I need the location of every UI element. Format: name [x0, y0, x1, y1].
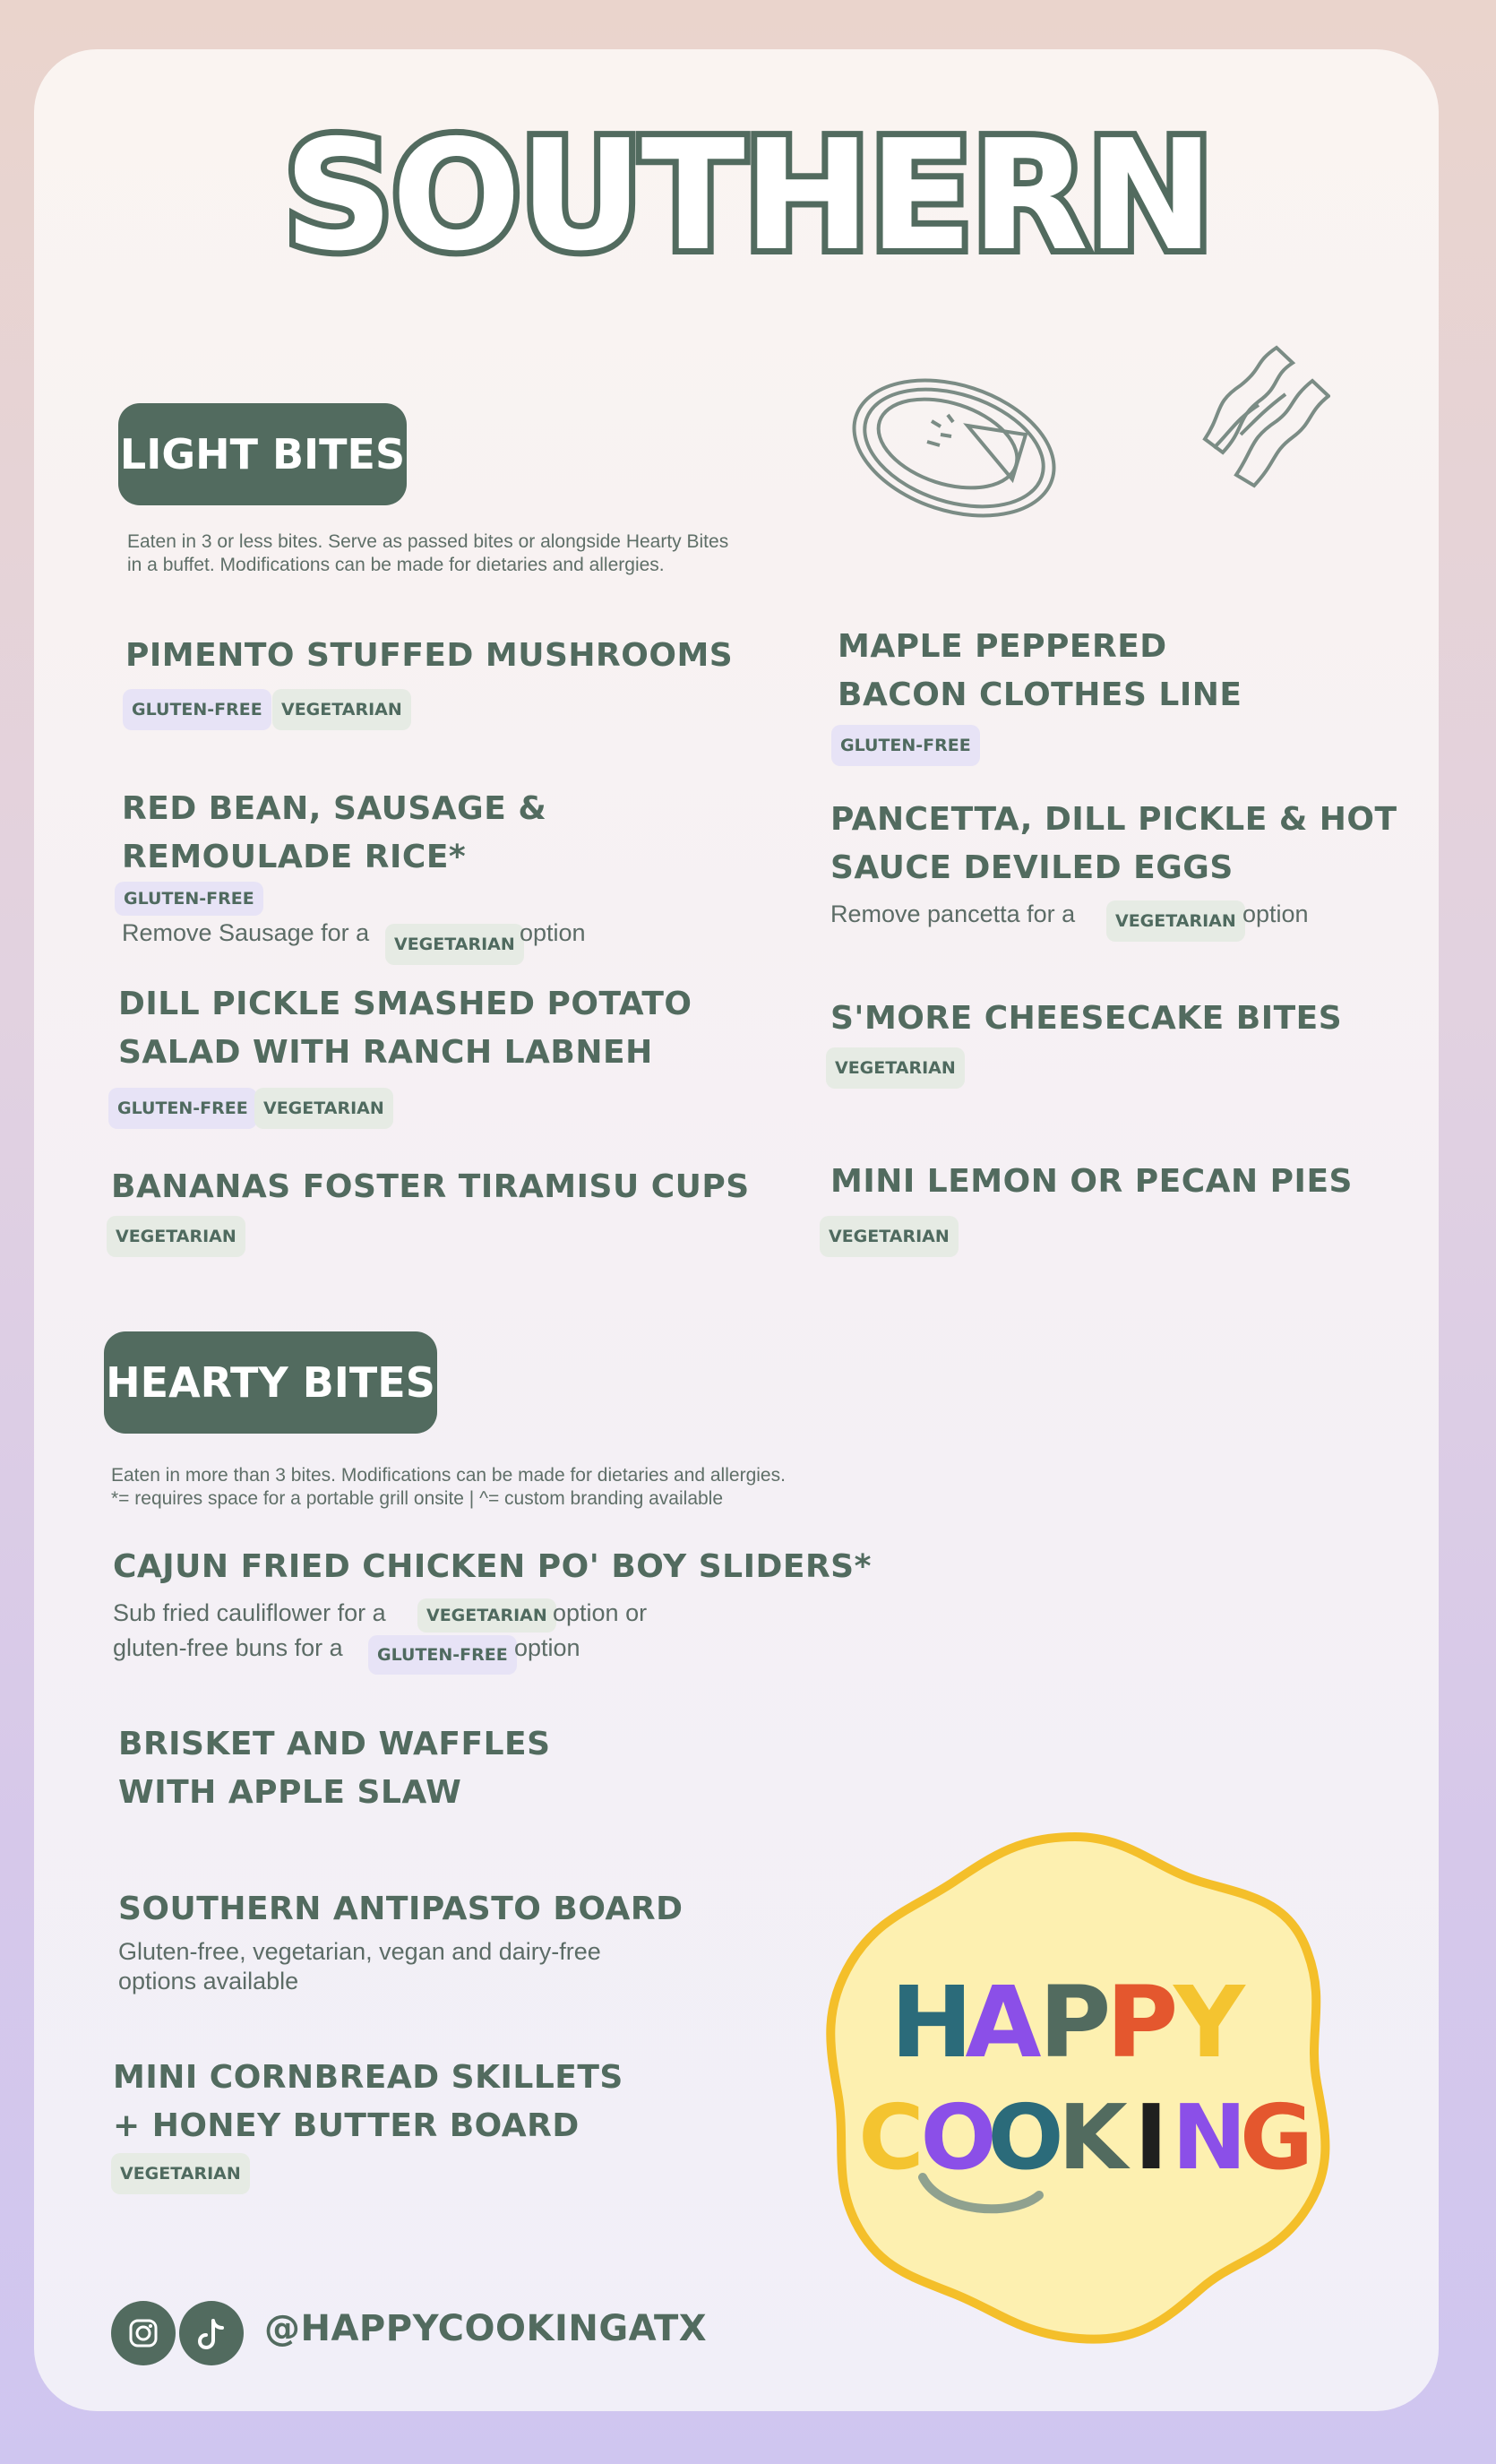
menu-item-title: [113, 1543, 872, 1591]
title-line: DILL PICKLE SMASHED POTATO: [118, 986, 692, 1022]
instagram-button[interactable]: [111, 2301, 176, 2365]
vegetarian-tag: VEGETARIAN: [826, 1047, 965, 1089]
logo-letter: Y: [1174, 1965, 1245, 2080]
description-line: Eaten in 3 or less bites. Serve as passed bites or alongside Hearty Bites: [127, 531, 729, 552]
menu-item-title: [838, 623, 1242, 719]
gluten-free-tag: GLUTEN-FREE: [368, 1635, 517, 1675]
title-line: MAPLE PEPPERED: [838, 628, 1167, 665]
gluten-free-tag: GLUTEN-FREE: [831, 725, 980, 766]
menu-item-title: [113, 2054, 623, 2150]
menu-item-note: option or: [553, 1599, 648, 1626]
vegetarian-tag: VEGETARIAN: [254, 1088, 393, 1129]
menu-item-title: [118, 1720, 551, 1817]
menu-item-title: [125, 632, 733, 680]
title-line: PIMENTO STUFFED MUSHROOMS: [125, 637, 734, 674]
title-line: SOUTHERN ANTIPASTO BOARD: [118, 1891, 684, 1927]
title-line: WITH APPLE SLAW: [118, 1774, 462, 1811]
menu-item-title: [122, 785, 546, 882]
social-handle[interactable]: @HAPPYCOOKINGATX: [264, 2308, 708, 2349]
menu-item-title: [111, 1163, 750, 1211]
gluten-free-tag: GLUTEN-FREE: [123, 689, 271, 730]
title-line: MINI CORNBREAD SKILLETS: [113, 2059, 623, 2096]
menu-item-title: [118, 980, 692, 1077]
tiktok-icon: [179, 2301, 244, 2365]
hearty-bites-description: [111, 1464, 1007, 1511]
title-line: REMOULADE RICE*: [122, 839, 467, 875]
hearty-bites-heading: HEARTY BITES: [104, 1331, 437, 1434]
pie-icon: [842, 372, 1066, 524]
vegetarian-tag: VEGETARIAN: [385, 924, 524, 965]
bacon-icon: [1187, 340, 1330, 493]
menu-item-note: Remove Sausage for a: [122, 919, 370, 946]
logo-letter: P: [1105, 1965, 1179, 2080]
light-bites-description: [127, 530, 844, 577]
menu-item-note: Sub fried cauliflower for a: [113, 1599, 386, 1626]
title-line: CAJUN FRIED CHICKEN PO' BOY SLIDERS*: [113, 1548, 872, 1585]
menu-item-note: Gluten-free, vegetarian, vegan and dairy-free: [118, 1938, 601, 1965]
description-line: in a buffet. Modifications can be made for dietaries and allergies.: [127, 555, 665, 575]
logo-letter: A: [965, 1965, 1042, 2080]
logo-letter: P: [1038, 1965, 1112, 2080]
menu-item-title: [830, 796, 1397, 892]
title-line: SALAD WITH RANCH LABNEH: [118, 1034, 653, 1071]
title-line: BACON CLOTHES LINE: [838, 676, 1242, 713]
menu-item-title: [830, 995, 1342, 1043]
title-line: RED BEAN, SAUSAGE &: [122, 790, 547, 827]
title-line: SAUCE DEVILED EGGS: [830, 849, 1234, 886]
logo-letter: N: [1172, 2085, 1247, 2190]
title-line: MINI LEMON OR PECAN PIES: [830, 1163, 1353, 1200]
light-bites-heading: LIGHT BITES: [118, 403, 407, 505]
title-line: BANANAS FOSTER TIRAMISU CUPS: [111, 1168, 750, 1205]
description-line: Eaten in more than 3 bites. Modifications can be made for dietaries and allergies.: [111, 1465, 786, 1486]
title-line: PANCETTA, DILL PICKLE & HOT: [830, 801, 1397, 838]
gluten-free-tag: GLUTEN-FREE: [108, 1088, 257, 1129]
happy-cooking-logo: [806, 1819, 1344, 2356]
logo-letter: G: [1239, 2085, 1314, 2190]
logo-letter: C: [858, 2085, 924, 2190]
logo-letter: K: [1058, 2085, 1128, 2190]
logo-letter: O: [920, 2085, 997, 2190]
instagram-icon: [111, 2301, 176, 2365]
gluten-free-tag: GLUTEN-FREE: [115, 882, 263, 916]
vegetarian-tag: VEGETARIAN: [107, 1216, 245, 1257]
description-line: *= requires space for a portable grill onsite | ^= custom branding available: [111, 1488, 724, 1509]
tiktok-button[interactable]: [179, 2301, 244, 2365]
title-line: BRISKET AND WAFFLES: [118, 1726, 551, 1762]
title-line: + HONEY BUTTER BOARD: [113, 2107, 580, 2144]
vegetarian-tag: VEGETARIAN: [417, 1598, 556, 1633]
menu-item-note: option: [520, 919, 586, 946]
menu-item-note: option: [1242, 900, 1309, 927]
menu-item-note: gluten-free buns for a: [113, 1634, 343, 1661]
logo-letter: I: [1134, 2085, 1168, 2190]
page-title: SOUTHERN: [283, 108, 1213, 285]
vegetarian-tag: VEGETARIAN: [111, 2153, 250, 2194]
vegetarian-tag: VEGETARIAN: [820, 1216, 959, 1257]
menu-item-title: [830, 1158, 1353, 1206]
logo-letter: O: [987, 2085, 1064, 2190]
menu-item-note: Remove pancetta for a: [830, 900, 1076, 927]
menu-item-note: options available: [118, 1968, 299, 1994]
menu-item-note: option: [514, 1634, 580, 1661]
logo-letter: H: [890, 1965, 974, 2080]
menu-item-title: [118, 1885, 683, 1934]
vegetarian-tag: VEGETARIAN: [272, 689, 411, 730]
title-line: S'MORE CHEESECAKE BITES: [830, 1000, 1343, 1037]
vegetarian-tag: VEGETARIAN: [1106, 900, 1245, 942]
